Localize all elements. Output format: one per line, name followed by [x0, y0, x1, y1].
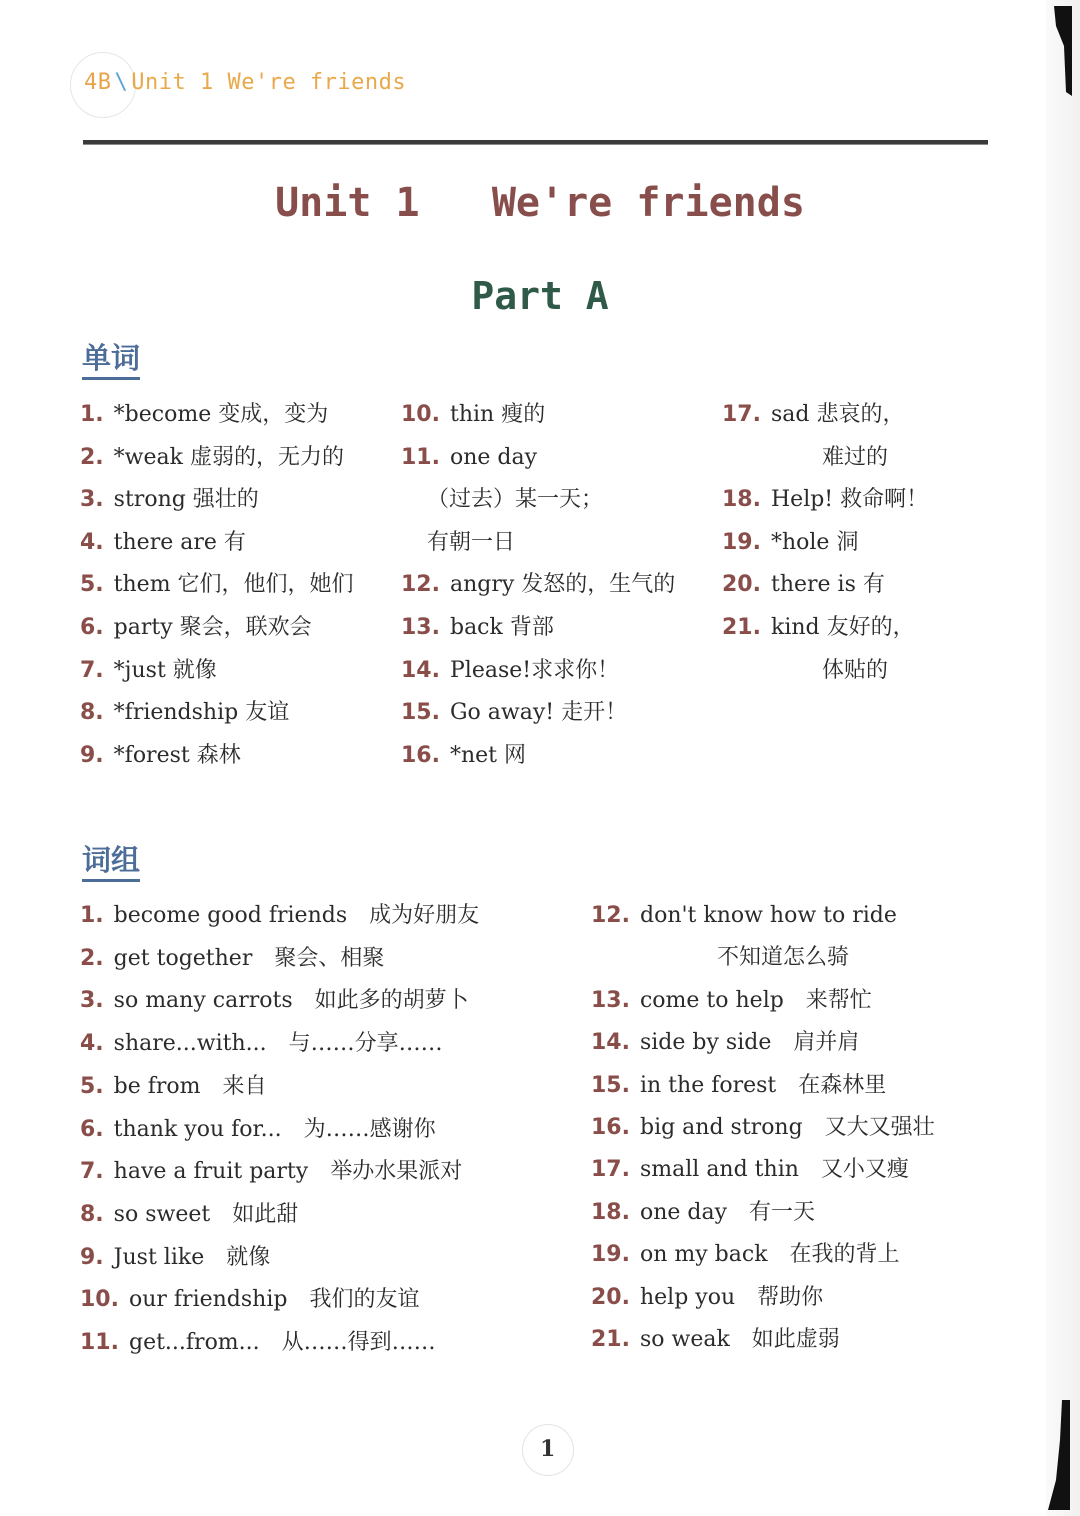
vocab-item: [80, 443, 344, 473]
vocab-item-continuation: 体贴的: [822, 657, 889, 683]
phrase-item-number: 6.: [80, 1116, 104, 1142]
phrase-item-text: become good friends 成为好朋友: [113, 903, 480, 928]
vocab-item-text: there are 有: [113, 529, 246, 555]
grade-label: 4B: [84, 70, 112, 95]
phrase-item-number: 17.: [591, 1157, 630, 1183]
vocab-item-number: 7.: [80, 657, 104, 683]
phrase-item-text: in the forest 在森林里: [639, 1072, 887, 1098]
vocab-item: [401, 698, 627, 728]
phrases-heading: 词组: [82, 842, 140, 882]
phrase-item-text: get together 聚会、相聚: [113, 945, 385, 971]
header-separator: \: [114, 70, 129, 95]
vocab-item: [80, 570, 354, 600]
header-rule: [83, 140, 988, 145]
phrase-item-number: 9.: [80, 1244, 104, 1270]
vocab-item-number: 4.: [80, 529, 104, 555]
phrase-item: [80, 1200, 298, 1230]
vocab-item-text: *weak 虚弱的，无力的: [113, 444, 344, 470]
phrase-item-text: so sweet 如此甜: [113, 1201, 299, 1227]
phrase-item-number: 4.: [80, 1031, 104, 1057]
part-title: Part A: [471, 274, 609, 318]
vocab-item-number: 14.: [401, 657, 440, 683]
phrase-item-number: 13.: [591, 987, 630, 1013]
unit-title: Unit 1 We're friends: [275, 180, 805, 226]
vocab-item-text: there is 有: [770, 572, 885, 598]
phrase-item-text: on my back 在我的背上: [639, 1242, 900, 1268]
phrase-item: [591, 901, 897, 931]
vocab-item-number: 13.: [401, 615, 440, 640]
vocab-item-text: *forest 森林: [113, 742, 241, 768]
vocab-item: [401, 443, 537, 473]
phrase-item-number: 11.: [80, 1330, 119, 1355]
phrase-item-text: have a fruit party 举办水果派对: [113, 1159, 463, 1185]
vocab-item-text: *just 就像: [113, 657, 217, 683]
phrase-item-number: 16.: [591, 1115, 630, 1140]
vocab-item: [80, 656, 217, 686]
vocab-item-text: Go away! 走开！: [449, 700, 628, 726]
vocab-item-number: 5.: [80, 572, 104, 598]
phrase-item-number: 19.: [591, 1242, 630, 1268]
vocab-item-continuation: 难过的: [822, 444, 889, 470]
phrase-item: [591, 1325, 840, 1355]
vocab-item-number: 3.: [80, 487, 104, 513]
vocab-item-text: *friendship 友谊: [113, 700, 290, 726]
vocab-item-number: 17.: [722, 402, 761, 427]
phrase-item-text: so weak 如此虚弱: [639, 1327, 840, 1352]
phrase-item-text: our friendship 我们的友谊: [128, 1287, 420, 1313]
vocab-item-text: strong 强壮的: [113, 487, 259, 513]
vocab-item-text: thin 瘦的: [449, 402, 546, 427]
vocab-item: [722, 528, 858, 558]
vocab-item: [80, 528, 246, 558]
phrase-item: [80, 944, 384, 974]
vocab-item-number: 18.: [722, 487, 761, 513]
vocab-item-number: 21.: [722, 615, 761, 640]
phrase-item-text: get...from... 从……得到……: [128, 1330, 436, 1355]
vocab-item-number: 10.: [401, 402, 440, 427]
vocab-item: [80, 698, 289, 728]
phrase-item: [591, 1113, 935, 1143]
phrase-item-number: 18.: [591, 1199, 630, 1225]
scan-edge: [1046, 0, 1080, 1516]
vocab-item-number: 16.: [401, 742, 440, 768]
phrase-item: [591, 1283, 823, 1313]
vocab-item-number: 20.: [722, 572, 761, 598]
vocab-item-continuation: （过去）某一天；: [427, 487, 604, 513]
phrase-item-number: 15.: [591, 1072, 630, 1098]
phrase-item-text: come to help 来帮忙: [639, 987, 872, 1013]
vocab-item: [80, 613, 312, 643]
phrase-item-number: 10.: [80, 1287, 119, 1313]
phrase-item: [80, 1243, 270, 1273]
phrase-item-text: don't know how to ride: [639, 903, 897, 928]
phrase-item: [80, 1285, 419, 1315]
phrase-item: [591, 1071, 886, 1101]
phrase-item-number: 12.: [591, 903, 630, 928]
phrase-item: [80, 1029, 443, 1059]
vocab-item: [722, 613, 915, 643]
vocab-item: [401, 400, 545, 430]
vocab-item-number: 15.: [401, 700, 440, 726]
phrase-item-text: be from 来自: [113, 1073, 267, 1099]
phrase-item-text: side by side 肩并肩: [639, 1030, 860, 1056]
phrase-item: [591, 1155, 909, 1185]
vocab-item-number: 8.: [80, 700, 104, 726]
phrase-item-text: small and thin 又小又瘦: [639, 1157, 909, 1183]
scan-corner-mark-top: [1052, 6, 1072, 96]
phrase-item: [80, 1328, 436, 1358]
vocab-item: [80, 485, 259, 515]
phrase-item-text: share...with... 与……分享……: [113, 1031, 443, 1057]
vocab-item-text: kind 友好的，: [770, 615, 915, 640]
vocab-item: [722, 400, 904, 430]
phrase-item-number: 2.: [80, 945, 104, 971]
vocab-item-text: *become 变成，变为: [113, 402, 329, 427]
vocab-item-number: 11.: [401, 444, 440, 470]
page-number: 1: [540, 1436, 556, 1462]
vocab-item: [401, 613, 554, 643]
phrase-item-number: 1.: [80, 903, 104, 928]
phrase-item: [591, 1240, 900, 1270]
phrase-item-text: one day 有一天: [639, 1199, 816, 1225]
vocab-item-text: *net 网: [449, 742, 527, 768]
phrase-item: [80, 986, 469, 1016]
vocab-item-text: Help! 救命啊！: [770, 487, 929, 513]
phrase-item-number: 14.: [591, 1030, 630, 1056]
phrase-item: [80, 1115, 436, 1145]
vocab-item: [401, 656, 619, 686]
vocab-item-text: party 聚会，联欢会: [113, 615, 312, 640]
phrase-item-text: Just like 就像: [113, 1244, 271, 1270]
vocab-item-number: 19.: [722, 529, 761, 555]
vocab-item-number: 2.: [80, 444, 104, 470]
scan-corner-mark-bottom: [1048, 1400, 1070, 1510]
vocab-item: [401, 570, 675, 600]
phrase-item-number: 20.: [591, 1284, 630, 1310]
vocab-item-text: back 背部: [449, 615, 554, 640]
vocab-item: [401, 741, 526, 771]
phrase-item-number: 5.: [80, 1073, 104, 1099]
vocab-item-text: one day: [449, 444, 538, 470]
header-unit: Unit 1 We're friends: [131, 70, 407, 95]
phrase-item-text: so many carrots 如此多的胡萝卜: [113, 988, 469, 1014]
vocab-item: [722, 485, 928, 515]
vocab-item-text: angry 发怒的，生气的: [449, 572, 676, 598]
vocab-item: [80, 741, 241, 771]
running-header: [84, 70, 406, 95]
vocab-item-text: *hole 洞: [770, 529, 859, 555]
phrase-item-text: help you 帮助你: [639, 1284, 824, 1310]
phrase-item: [80, 1072, 267, 1102]
vocab-item-number: 1.: [80, 402, 104, 427]
phrase-item-number: 21.: [591, 1327, 630, 1352]
vocab-heading: 单词: [82, 340, 140, 380]
vocab-item: [722, 570, 885, 600]
phrase-item: [80, 901, 479, 931]
phrase-item-continuation: 不知道怎么骑: [717, 945, 850, 971]
phrase-item-number: 8.: [80, 1201, 104, 1227]
phrase-item-text: thank you for... 为……感谢你: [113, 1116, 436, 1142]
vocab-item-text: sad 悲哀的，: [770, 402, 905, 427]
phrase-item-number: 3.: [80, 988, 104, 1014]
vocab-item: [80, 400, 328, 430]
vocab-item-continuation: 有朝一日: [427, 529, 516, 555]
vocab-item-text: them 它们，他们，她们: [113, 572, 354, 598]
vocab-item-number: 12.: [401, 572, 440, 598]
phrase-item: [591, 1028, 859, 1058]
vocab-item-number: 6.: [80, 615, 104, 640]
phrase-item: [591, 986, 872, 1016]
vocab-item-text: Please!求求你！: [449, 657, 620, 683]
vocab-item-number: 9.: [80, 742, 104, 768]
phrase-item: [591, 1198, 815, 1228]
phrase-item-number: 7.: [80, 1159, 104, 1185]
phrase-item: [80, 1157, 462, 1187]
phrase-item-text: big and strong 又大又强壮: [639, 1115, 935, 1140]
